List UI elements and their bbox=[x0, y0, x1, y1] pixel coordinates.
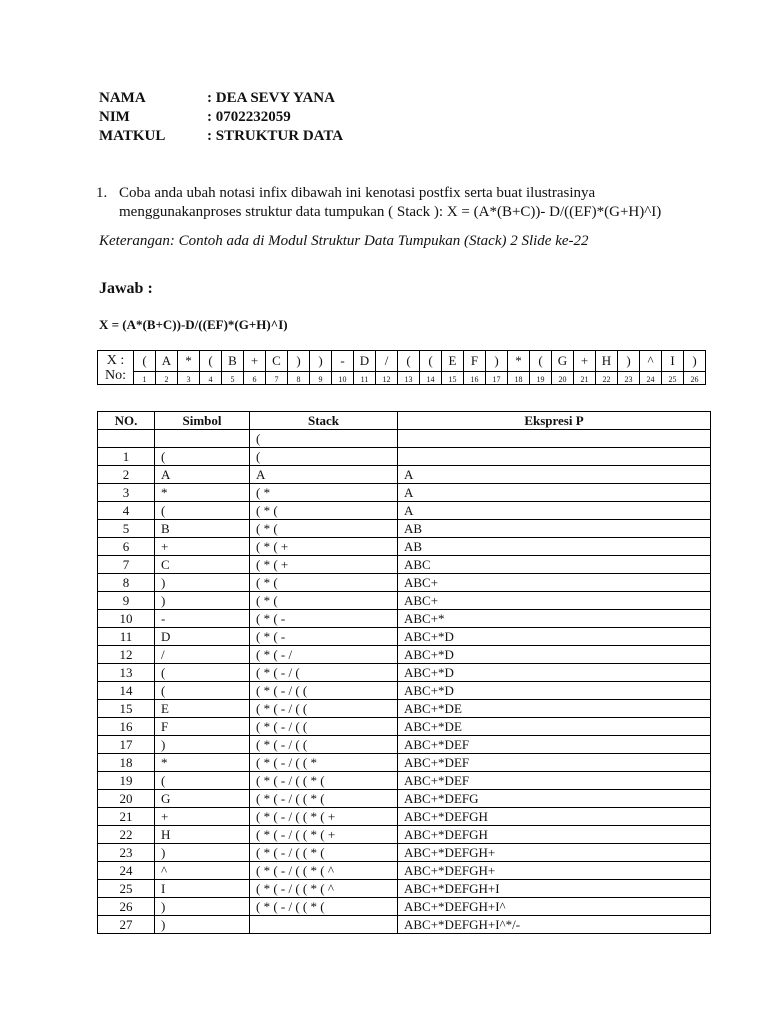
x-symbol-cell: ) bbox=[684, 351, 706, 372]
table-row bbox=[98, 862, 711, 880]
table-row bbox=[98, 466, 711, 484]
x-symbol-cell: E bbox=[442, 351, 464, 372]
question-line-1: Coba anda ubah notasi infix dibawah ini kenotasi postfix serta buat ilustrasinya bbox=[119, 185, 596, 201]
row-number: 12 bbox=[98, 646, 155, 664]
x-symbol-row bbox=[98, 351, 706, 372]
row-number: 19 bbox=[98, 772, 155, 790]
row-symbol: + bbox=[155, 808, 250, 826]
row-symbol: + bbox=[155, 538, 250, 556]
table-row bbox=[98, 826, 711, 844]
x-symbol-cell: B bbox=[222, 351, 244, 372]
row-expression bbox=[398, 448, 711, 466]
x-symbol-cell: ( bbox=[398, 351, 420, 372]
row-symbol: ^ bbox=[155, 862, 250, 880]
row-stack: ( * ( - / bbox=[250, 646, 398, 664]
row-number: 4 bbox=[98, 502, 155, 520]
column-header: Simbol bbox=[155, 412, 250, 430]
x-index-cell: 18 bbox=[508, 372, 530, 385]
row-stack: ( * ( - / ( bbox=[250, 664, 398, 682]
row-number: 15 bbox=[98, 700, 155, 718]
row-expression: ABC+ bbox=[398, 574, 711, 592]
column-header: Stack bbox=[250, 412, 398, 430]
table-row bbox=[98, 430, 711, 448]
x-symbol-cell: A bbox=[156, 351, 178, 372]
table-row bbox=[98, 628, 711, 646]
row-expression: A bbox=[398, 466, 711, 484]
row-symbol: I bbox=[155, 880, 250, 898]
header-matkul bbox=[99, 127, 343, 146]
row-stack: ( * ( - / ( ( * ( ^ bbox=[250, 862, 398, 880]
x-symbol-cell: ( bbox=[530, 351, 552, 372]
row-symbol: ( bbox=[155, 664, 250, 682]
row-stack: ( * ( bbox=[250, 520, 398, 538]
row-expression: AB bbox=[398, 520, 711, 538]
x-symbol-cell: ( bbox=[134, 351, 156, 372]
row-number: 25 bbox=[98, 880, 155, 898]
row-expression: ABC+*D bbox=[398, 646, 711, 664]
row-expression: ABC+*DE bbox=[398, 700, 711, 718]
row-stack: ( * ( bbox=[250, 502, 398, 520]
column-header: NO. bbox=[98, 412, 155, 430]
x-index-cell: 15 bbox=[442, 372, 464, 385]
row-symbol: ( bbox=[155, 502, 250, 520]
row-stack: ( * ( - / ( ( * ( bbox=[250, 898, 398, 916]
header-label: NAMA bbox=[99, 90, 146, 106]
x-index-cell: 20 bbox=[552, 372, 574, 385]
x-index-cell: 12 bbox=[376, 372, 398, 385]
row-stack: ( * ( - / ( ( * ( + bbox=[250, 826, 398, 844]
x-index-cell: 9 bbox=[310, 372, 332, 385]
header-label: MATKUL bbox=[99, 128, 166, 144]
header-nim bbox=[99, 108, 291, 127]
row-symbol: E bbox=[155, 700, 250, 718]
row-number: 24 bbox=[98, 862, 155, 880]
row-expression: ABC+*DEFGH+ bbox=[398, 862, 711, 880]
table-row bbox=[98, 556, 711, 574]
row-expression: ABC+*D bbox=[398, 682, 711, 700]
row-expression: ABC+*D bbox=[398, 628, 711, 646]
row-symbol: B bbox=[155, 520, 250, 538]
row-number: 11 bbox=[98, 628, 155, 646]
table-row bbox=[98, 682, 711, 700]
row-symbol: * bbox=[155, 484, 250, 502]
table-row bbox=[98, 646, 711, 664]
table-row bbox=[98, 538, 711, 556]
row-number: 26 bbox=[98, 898, 155, 916]
row-stack: ( * ( + bbox=[250, 556, 398, 574]
table-row bbox=[98, 610, 711, 628]
row-expression: AB bbox=[398, 538, 711, 556]
row-number: 18 bbox=[98, 754, 155, 772]
row-stack: ( * ( - / ( ( bbox=[250, 700, 398, 718]
x-symbol-cell: + bbox=[244, 351, 266, 372]
x-index-cell: 13 bbox=[398, 372, 420, 385]
row-expression: ABC+*DEF bbox=[398, 736, 711, 754]
row-number: 16 bbox=[98, 718, 155, 736]
row-expression: ABC+*DEFGH+I^*/- bbox=[398, 916, 711, 934]
row-stack: ( * ( - / ( ( * bbox=[250, 754, 398, 772]
x-index-cell: 24 bbox=[640, 372, 662, 385]
row-symbol: C bbox=[155, 556, 250, 574]
row-number: 23 bbox=[98, 844, 155, 862]
row-number: 10 bbox=[98, 610, 155, 628]
table-row bbox=[98, 718, 711, 736]
row-expression: ABC+*DEF bbox=[398, 772, 711, 790]
row-symbol: * bbox=[155, 754, 250, 772]
row-stack bbox=[250, 916, 398, 934]
row-number: 5 bbox=[98, 520, 155, 538]
row-symbol: ) bbox=[155, 844, 250, 862]
x-symbol-cell: D bbox=[354, 351, 376, 372]
x-index-cell: 22 bbox=[596, 372, 618, 385]
row-stack: ( * ( - / ( ( bbox=[250, 736, 398, 754]
row-expression: ABC+*DEFGH+I bbox=[398, 880, 711, 898]
row-stack: ( * ( - bbox=[250, 628, 398, 646]
row-stack: ( * ( - / ( ( * ( bbox=[250, 790, 398, 808]
x-index-cell: 11 bbox=[354, 372, 376, 385]
x-symbol-cell: * bbox=[508, 351, 530, 372]
x-index-cell: 3 bbox=[178, 372, 200, 385]
question-number: 1. bbox=[96, 185, 108, 201]
x-index-cell: 10 bbox=[332, 372, 354, 385]
row-number: 9 bbox=[98, 592, 155, 610]
keterangan-note: Keterangan: Contoh ada di Modul Struktur Data Tumpukan (Stack) 2 Slide ke-22 bbox=[99, 233, 589, 249]
row-symbol: ) bbox=[155, 736, 250, 754]
row-number: 8 bbox=[98, 574, 155, 592]
x-symbol-cell: / bbox=[376, 351, 398, 372]
row-stack: ( * bbox=[250, 484, 398, 502]
row-number: 14 bbox=[98, 682, 155, 700]
row-symbol: A bbox=[155, 466, 250, 484]
row-expression: ABC+ bbox=[398, 592, 711, 610]
table-row bbox=[98, 844, 711, 862]
row-number: 7 bbox=[98, 556, 155, 574]
row-symbol bbox=[155, 430, 250, 448]
row-symbol: H bbox=[155, 826, 250, 844]
row-stack: ( bbox=[250, 430, 398, 448]
row-number: 13 bbox=[98, 664, 155, 682]
x-symbol-cell: ( bbox=[200, 351, 222, 372]
row-expression: ABC+*DEFGH bbox=[398, 826, 711, 844]
table-row bbox=[98, 880, 711, 898]
table-row bbox=[98, 448, 711, 466]
row-number: 22 bbox=[98, 826, 155, 844]
row-stack: ( * ( - bbox=[250, 610, 398, 628]
header-value: : STRUKTUR DATA bbox=[207, 128, 344, 144]
row-expression: ABC+*DEFG bbox=[398, 790, 711, 808]
row-stack: ( * ( - / ( ( * ( bbox=[250, 772, 398, 790]
row-number: 6 bbox=[98, 538, 155, 556]
x-symbol-cell: - bbox=[332, 351, 354, 372]
jawab-heading: Jawab : bbox=[99, 280, 153, 297]
x-symbol-cell: + bbox=[574, 351, 596, 372]
row-number: 27 bbox=[98, 916, 155, 934]
x-symbol-cell: C bbox=[266, 351, 288, 372]
row-expression: ABC+*DEFGH+ bbox=[398, 844, 711, 862]
x-symbol-cell: ) bbox=[288, 351, 310, 372]
row-symbol: ( bbox=[155, 772, 250, 790]
table-row bbox=[98, 700, 711, 718]
question-line-2: menggunakanproses struktur data tumpukan ( Stack ): X = (A*(B+C))- D/((EF)*(G+H)^I) bbox=[119, 204, 662, 220]
table-row bbox=[98, 790, 711, 808]
x-index-row bbox=[98, 372, 706, 385]
row-number: 3 bbox=[98, 484, 155, 502]
row-number: 21 bbox=[98, 808, 155, 826]
row-expression bbox=[398, 430, 711, 448]
row-number: 2 bbox=[98, 466, 155, 484]
x-index-cell: 14 bbox=[420, 372, 442, 385]
x-label-bottom: No: bbox=[105, 367, 126, 383]
table-row bbox=[98, 736, 711, 754]
table-row bbox=[98, 772, 711, 790]
x-symbol-cell: ) bbox=[310, 351, 332, 372]
row-expression: ABC bbox=[398, 556, 711, 574]
x-index-cell: 2 bbox=[156, 372, 178, 385]
row-stack: ( * ( - / ( ( bbox=[250, 718, 398, 736]
row-stack: ( * ( - / ( ( * ( ^ bbox=[250, 880, 398, 898]
row-number: 20 bbox=[98, 790, 155, 808]
x-index-cell: 5 bbox=[222, 372, 244, 385]
x-symbol-cell: ) bbox=[486, 351, 508, 372]
x-index-cell: 7 bbox=[266, 372, 288, 385]
x-index-cell: 21 bbox=[574, 372, 596, 385]
row-symbol: ( bbox=[155, 682, 250, 700]
stack-table-body bbox=[98, 430, 711, 934]
row-symbol: ) bbox=[155, 574, 250, 592]
row-stack: ( * ( - / ( ( bbox=[250, 682, 398, 700]
row-symbol: ) bbox=[155, 592, 250, 610]
row-symbol: D bbox=[155, 628, 250, 646]
row-symbol: G bbox=[155, 790, 250, 808]
row-stack: ( * ( + bbox=[250, 538, 398, 556]
row-expression: ABC+* bbox=[398, 610, 711, 628]
row-stack: A bbox=[250, 466, 398, 484]
row-symbol: - bbox=[155, 610, 250, 628]
header-nama bbox=[99, 89, 335, 108]
header-label: NIM bbox=[99, 109, 130, 125]
table-row bbox=[98, 520, 711, 538]
row-expression: ABC+*DEFGH bbox=[398, 808, 711, 826]
question bbox=[96, 184, 719, 222]
x-label-top: X : bbox=[106, 352, 125, 368]
row-symbol: ) bbox=[155, 916, 250, 934]
table-row bbox=[98, 664, 711, 682]
x-symbol-cell: * bbox=[178, 351, 200, 372]
header-value: : 0702232059 bbox=[207, 109, 291, 125]
x-symbol-table bbox=[97, 350, 706, 385]
table-row bbox=[98, 898, 711, 916]
stack-table-header bbox=[98, 412, 711, 430]
table-row bbox=[98, 502, 711, 520]
table-row bbox=[98, 484, 711, 502]
column-header: Ekspresi P bbox=[398, 412, 711, 430]
row-stack: ( bbox=[250, 448, 398, 466]
row-stack: ( * ( - / ( ( * ( + bbox=[250, 808, 398, 826]
row-symbol: / bbox=[155, 646, 250, 664]
x-symbol-cell: F bbox=[464, 351, 486, 372]
row-expression: A bbox=[398, 502, 711, 520]
row-expression: ABC+*D bbox=[398, 664, 711, 682]
x-symbol-cell: ) bbox=[618, 351, 640, 372]
row-expression: ABC+*DEFGH+I^ bbox=[398, 898, 711, 916]
x-symbol-cell: I bbox=[662, 351, 684, 372]
table-row bbox=[98, 808, 711, 826]
table-row bbox=[98, 754, 711, 772]
row-stack: ( * ( bbox=[250, 574, 398, 592]
x-index-cell: 6 bbox=[244, 372, 266, 385]
x-symbol-cell: ( bbox=[420, 351, 442, 372]
x-index-cell: 26 bbox=[684, 372, 706, 385]
x-index-cell: 1 bbox=[134, 372, 156, 385]
row-stack: ( * ( - / ( ( * ( bbox=[250, 844, 398, 862]
table-row bbox=[98, 592, 711, 610]
x-index-cell: 4 bbox=[200, 372, 222, 385]
x-index-cell: 19 bbox=[530, 372, 552, 385]
row-symbol: ( bbox=[155, 448, 250, 466]
row-number: 17 bbox=[98, 736, 155, 754]
row-symbol: F bbox=[155, 718, 250, 736]
row-expression: A bbox=[398, 484, 711, 502]
table-row bbox=[98, 916, 711, 934]
x-symbol-cell: G bbox=[552, 351, 574, 372]
row-symbol: ) bbox=[155, 898, 250, 916]
x-index-cell: 17 bbox=[486, 372, 508, 385]
x-index-cell: 25 bbox=[662, 372, 684, 385]
row-expression: ABC+*DEF bbox=[398, 754, 711, 772]
x-symbol-cell: ^ bbox=[640, 351, 662, 372]
stack-table bbox=[97, 411, 711, 934]
row-stack: ( * ( bbox=[250, 592, 398, 610]
x-index-cell: 16 bbox=[464, 372, 486, 385]
x-index-cell: 8 bbox=[288, 372, 310, 385]
x-label-cell bbox=[98, 351, 134, 385]
header-value: : DEA SEVY YANA bbox=[207, 90, 335, 106]
row-number bbox=[98, 430, 155, 448]
row-number: 1 bbox=[98, 448, 155, 466]
row-expression: ABC+*DE bbox=[398, 718, 711, 736]
x-symbol-cell: H bbox=[596, 351, 618, 372]
expression: X = (A*(B+C))-D/((EF)*(G+H)^I) bbox=[99, 317, 288, 332]
table-row bbox=[98, 574, 711, 592]
x-index-cell: 23 bbox=[618, 372, 640, 385]
